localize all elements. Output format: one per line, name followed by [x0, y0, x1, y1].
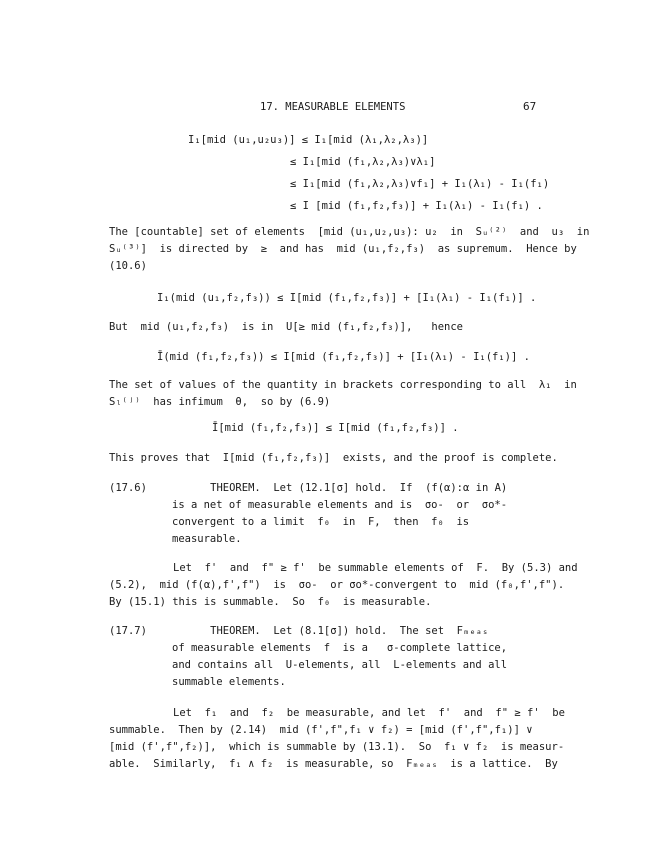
theorem-17-6-heading: (17.6) THEOREM. Let (12.1[σ] hold. If (f(α):α in A) [109, 482, 508, 494]
proof-line: [mid (f',f",f₂)], which is summable by (13.1). So f₁ ∨ f₂ is measur- [109, 741, 565, 753]
display-equation: Ī(mid (f₁,f₂,f₃)) ≤ I[mid (f₁,f₂,f₃)] + [I₁(λ₁) - I₁(f₁)] . [157, 351, 530, 363]
running-header-title: 17. MEASURABLE ELEMENTS [260, 101, 406, 113]
proof-line: able. Similarly, f₁ ∧ f₂ is measurable, so Fₘₑₐₛ is a lattice. By [109, 758, 558, 770]
theorem-line: convergent to a limit f₀ in F, then f₀ is [172, 516, 470, 528]
display-equation: Ī[mid (f₁,f₂,f₃)] ≤ I[mid (f₁,f₂,f₃)] . [212, 422, 459, 434]
equation-line-2: ≤ I₁[mid (f₁,λ₂,λ₃)∨λ₁] [290, 156, 436, 168]
proof-line: summable. Then by (2.14) mid (f',f",f₁ ∨ f₂) = [mid (f',f",f₁)] ∨ [109, 724, 533, 736]
proof-line: Let f₁ and f₂ be measurable, and let f' and f" ≥ f' be [173, 707, 565, 719]
proof-line: By (15.1) this is summable. So f₀ is measurable. [109, 596, 432, 608]
equation-line-1: I₁[mid (u₁,u₂u₃)] ≤ I₁[mid (λ₁,λ₂,λ₃)] [188, 134, 429, 146]
theorem-17-7-heading: (17.7) THEOREM. Let (8.1[σ]) hold. The set Fₘₑₐₛ [109, 625, 489, 637]
paragraph-line: Sₗ⁽ʲ⁾ has infimum θ, so by (6.9) [109, 396, 331, 408]
equation-line-4: ≤ I [mid (f₁,f₂,f₃)] + I₁(λ₁) - I₁(f₁) . [290, 200, 543, 212]
theorem-line: measurable. [172, 533, 242, 545]
theorem-line: is a net of measurable elements and is σo- or σo*- [172, 499, 508, 511]
theorem-line: summable elements. [172, 676, 286, 688]
paragraph-line: This proves that I[mid (f₁,f₂,f₃)] exists, and the proof is complete. [109, 452, 558, 464]
display-equation: I₁(mid (u₁,f₂,f₃)) ≤ I[mid (f₁,f₂,f₃)] + [I₁(λ₁) - I₁(f₁)] . [157, 292, 537, 304]
paragraph-line: (10.6) [109, 260, 147, 272]
proof-line: Let f' and f" ≥ f' be summable elements of F. By (5.3) and [173, 562, 578, 574]
paragraph-line: The set of values of the quantity in brackets corresponding to all λ₁ in [109, 379, 577, 391]
paragraph-line: But mid (u₁,f₂,f₃) is in U[≥ mid (f₁,f₂,f₃)], hence [109, 321, 464, 333]
paragraph-line: Sᵤ⁽³⁾] is directed by ≥ and has mid (u₁,f₂,f₃) as supremum. Hence by [109, 243, 577, 255]
proof-line: (5.2), mid (f(α),f',f") is σo- or σo*-convergent to mid (f₀,f',f"). [109, 579, 565, 591]
page-number: 67 [523, 100, 537, 113]
paragraph-line: The [countable] set of elements [mid (u₁,u₂,u₃): u₂ in Sᵤ⁽²⁾ and u₃ in [109, 226, 590, 238]
theorem-line: of measurable elements f is a σ-complete lattice, [172, 642, 508, 654]
theorem-line: and contains all U-elements, all L-elements and all [172, 659, 508, 671]
equation-line-3: ≤ I₁[mid (f₁,λ₂,λ₃)∨f₁] + I₁(λ₁) - I₁(f₁) [290, 178, 550, 190]
